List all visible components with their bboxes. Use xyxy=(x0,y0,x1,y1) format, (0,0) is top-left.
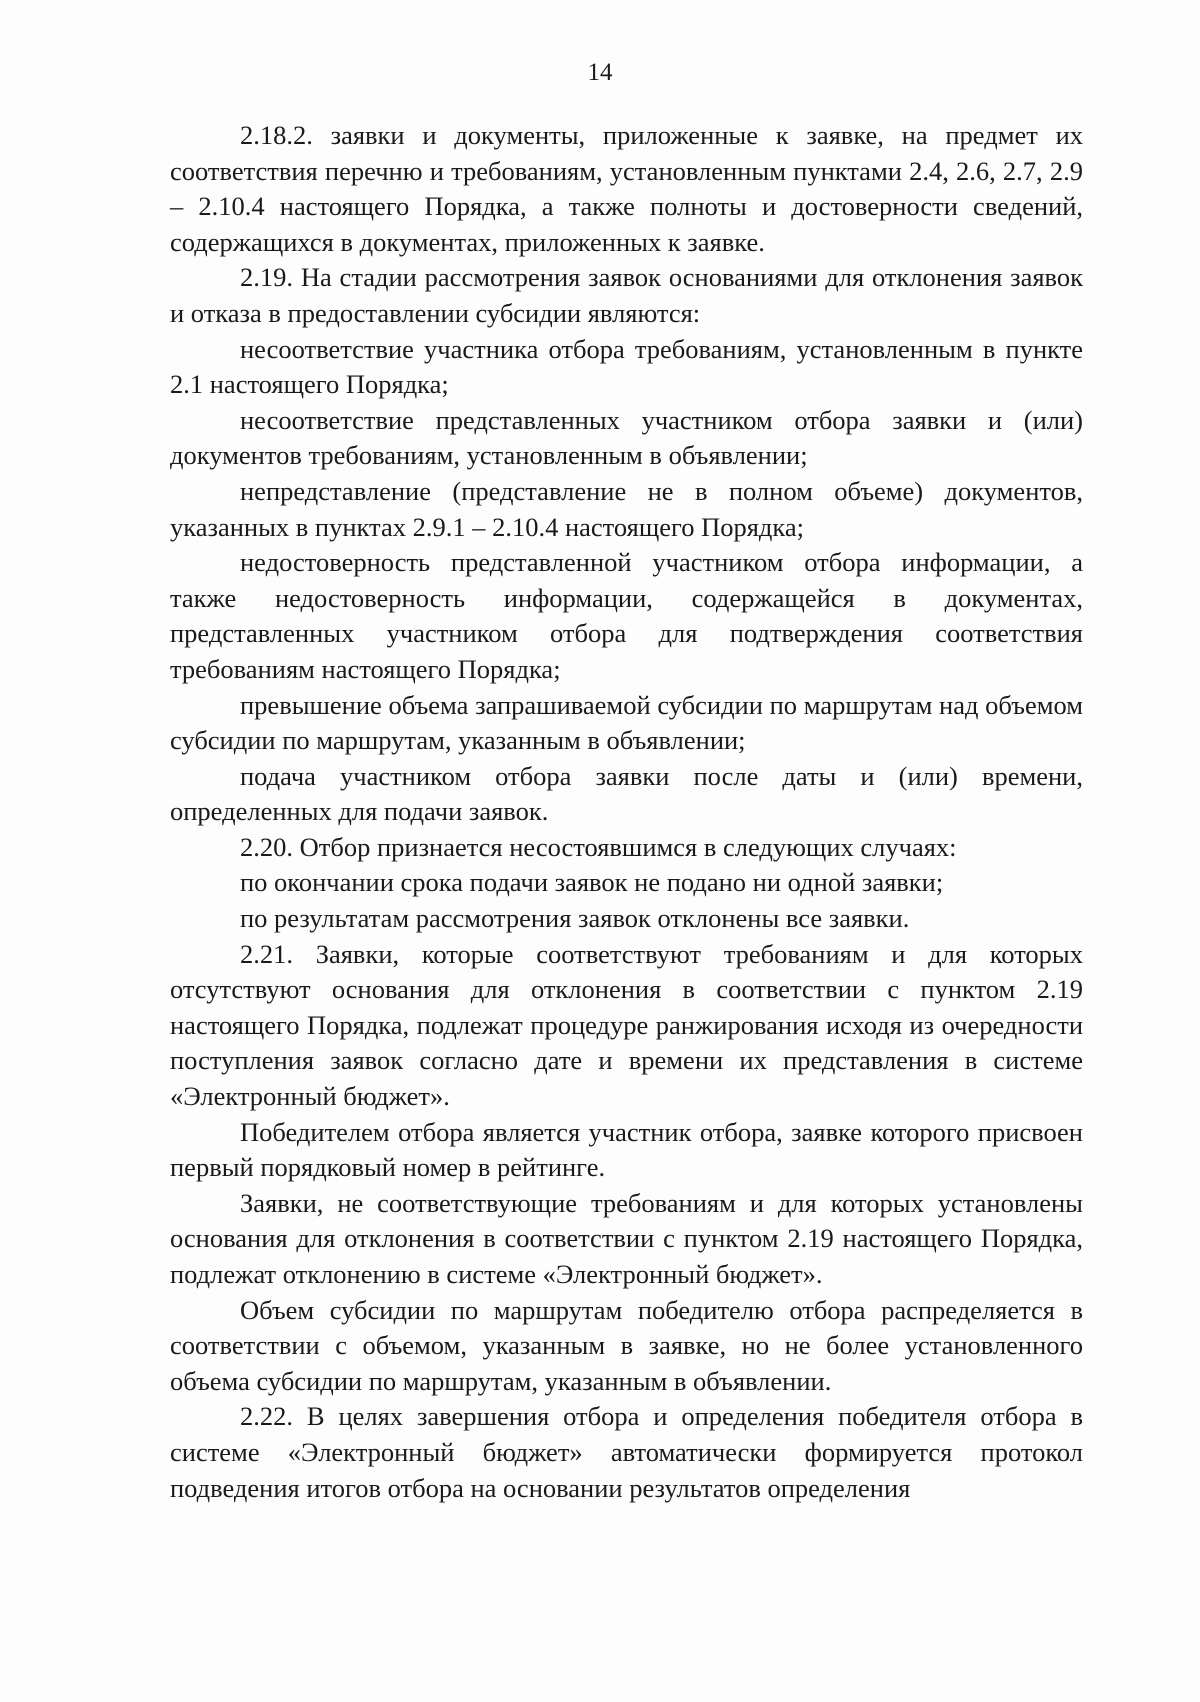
paragraph-2-19: 2.19. На стадии рассмотрения заявок основаниями для отклонения заявок и отказа в предоставлении субсидии являются: xyxy=(170,262,1083,328)
paragraph-subsidy-volume: Объем субсидии по маршрутам победителю отбора распределяется в соответствии с объемом, указанным в заявке, но не более установленного объема субсидии по маршрутам, указанным в объявлении. xyxy=(170,1294,1083,1396)
document-body xyxy=(170,118,1083,1506)
page-number: 14 xyxy=(587,59,613,86)
list-item-reason-5: превышение объема запрашиваемой субсидии по маршрутам над объемом субсидии по маршрутам, указанным в объявлении; xyxy=(170,689,1083,756)
paragraph-2-20: 2.20. Отбор признается несостоявшимся в следующих случаях: xyxy=(240,831,957,862)
list-item-case-1: по окончании срока подачи заявок не подано ни одной заявки; xyxy=(240,867,944,898)
paragraph-rejected: Заявки, не соответствующие требованиям и для которых установлены основания для отклонения в соответствии с пунктом 2.19 настоящего Порядка, подлежат отклонению в системе «Электронный бюджет». xyxy=(170,1187,1083,1289)
paragraph-2-18-2: 2.18.2. заявки и документы, приложенные к заявке, на предмет их соответствия перечню и требованиям, установленным пунктами 2.4, 2.6, 2.7, 2.9 – 2.10.4 настоящего Порядка, а также полноты и достоверности сведений, содержащихся в документах, приложенных к заявке. xyxy=(170,120,1083,257)
list-item-reason-6: подача участником отбора заявки после даты и (или) времени, определенных для подачи заявок. xyxy=(170,760,1083,827)
list-item-reason-2: несоответствие представленных участником отбора заявки и (или) документов требованиям, установленным в объявлении; xyxy=(170,404,1083,471)
list-item-reason-3: непредставление (представление не в полном объеме) документов, указанных в пунктах 2.9.1 – 2.10.4 настоящего Порядка; xyxy=(170,475,1083,542)
list-item-reason-1: несоответствие участника отбора требованиям, установленным в пункте 2.1 настоящего Порядка; xyxy=(170,333,1083,400)
list-item-case-2: по результатам рассмотрения заявок отклонены все заявки. xyxy=(240,903,910,934)
paragraph-2-21: 2.21. Заявки, которые соответствуют требованиям и для которых отсутствуют основания для отклонения в соответствии с пунктом 2.19 настоящего Порядка, подлежат процедуре ранжирования исходя из очередности поступления заявок согласно дате и времени их представления в системе «Электронный бюджет». xyxy=(170,938,1083,1112)
paragraph-2-22: 2.22. В целях завершения отбора и определения победителя отбора в системе «Электронный бюджет» автоматически формируется протокол подведения итогов отбора на основании результатов определения xyxy=(170,1401,1083,1503)
paragraph-winner: Победителем отбора является участник отбора, заявке которого присвоен первый порядковый номер в рейтинге. xyxy=(170,1116,1083,1183)
list-item-reason-4: недостоверность представленной участником отбора информации, а также недостоверность информации, содержащейся в документах, представленных участником отбора для подтверждения соответствия требованиям настоящего Порядка; xyxy=(170,547,1083,684)
